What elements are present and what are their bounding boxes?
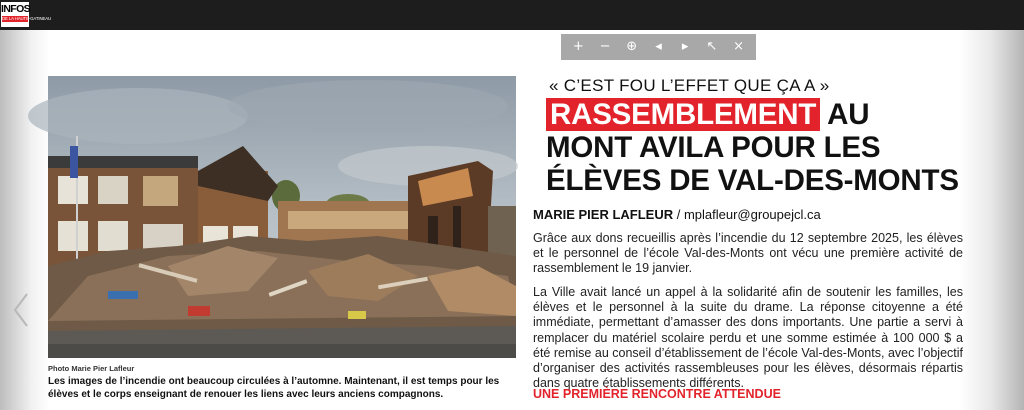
viewer-toolbar xyxy=(561,34,756,60)
top-bar xyxy=(0,0,1024,30)
logo-top-text: INFOS xyxy=(1,3,31,15)
zoom-out-icon[interactable]: − xyxy=(599,39,611,54)
close-icon[interactable]: × xyxy=(733,39,745,54)
burned-school-image xyxy=(48,76,516,358)
author-separator: / xyxy=(673,207,684,222)
article-subhead: UNE PREMIÈRE RENCONTRE ATTENDUE xyxy=(533,387,781,401)
headline-highlight: RASSEMBLEMENT xyxy=(546,98,820,131)
photo-credit: Photo Marie Pier Lafleur xyxy=(48,364,135,373)
article-headline xyxy=(546,98,996,197)
pointer-icon[interactable]: ↖ xyxy=(706,39,718,54)
article-photo xyxy=(48,76,516,358)
article-paragraph-1: Grâce aux dons recueillis après l’incendie du 12 septembre 2025, les élèves et le personnel de l’école Val-des-Monts ont vécu une première activité de rassemblement le 19 janvier. xyxy=(533,231,963,276)
prev-page-icon[interactable]: ◂ xyxy=(655,39,662,54)
chevron-left-icon xyxy=(9,290,33,330)
article-kicker: « C’EST FOU L’EFFET QUE ÇA A » xyxy=(549,76,830,95)
photo-caption: Les images de l’incendie ont beaucoup circulées à l’automne. Maintenant, il est temps pour les élèves et le corps enseignant de renouer les liens avec leurs anciens compagnons. xyxy=(48,376,500,400)
headline-rest: AU xyxy=(820,98,870,131)
article-paragraph-2: La Ville avait lancé un appel à la solidarité afin de soutenir les familles, les élèves et le personnel à la suite du drame. La réponse citoyenne a été immédiate, permettant d’amasser des dons importants. Une partie a servi à remplacer du matériel scolaire perdu et une somme estimée à 100 000 $ a été remise au conseil d’établissement de l’école Val-des-Monts, avec l’objectif d’organiser des activités rassembleuses pour les élèves, désormais répartis dans quatre établissements différents. xyxy=(533,285,963,391)
byline xyxy=(533,207,821,222)
headline-line-2: MONT AVILA POUR LES xyxy=(546,131,881,164)
next-page-icon[interactable]: ▸ xyxy=(681,39,689,54)
author-email[interactable]: mplafleur@groupejcl.ca xyxy=(683,207,821,222)
zoom-in-icon[interactable]: + xyxy=(572,39,584,54)
zoom-reset-icon[interactable]: ⊕ xyxy=(626,39,638,54)
logo-bottom-text: DE LA HAUTE-GATINEAU xyxy=(2,16,52,21)
headline-line-1 xyxy=(546,98,996,131)
previous-page-button[interactable] xyxy=(9,290,33,330)
site-logo[interactable] xyxy=(1,2,52,27)
author-name: MARIE PIER LAFLEUR xyxy=(533,207,674,222)
headline-line-3: ÉLÈVES DE VAL-DES-MONTS xyxy=(546,164,959,197)
